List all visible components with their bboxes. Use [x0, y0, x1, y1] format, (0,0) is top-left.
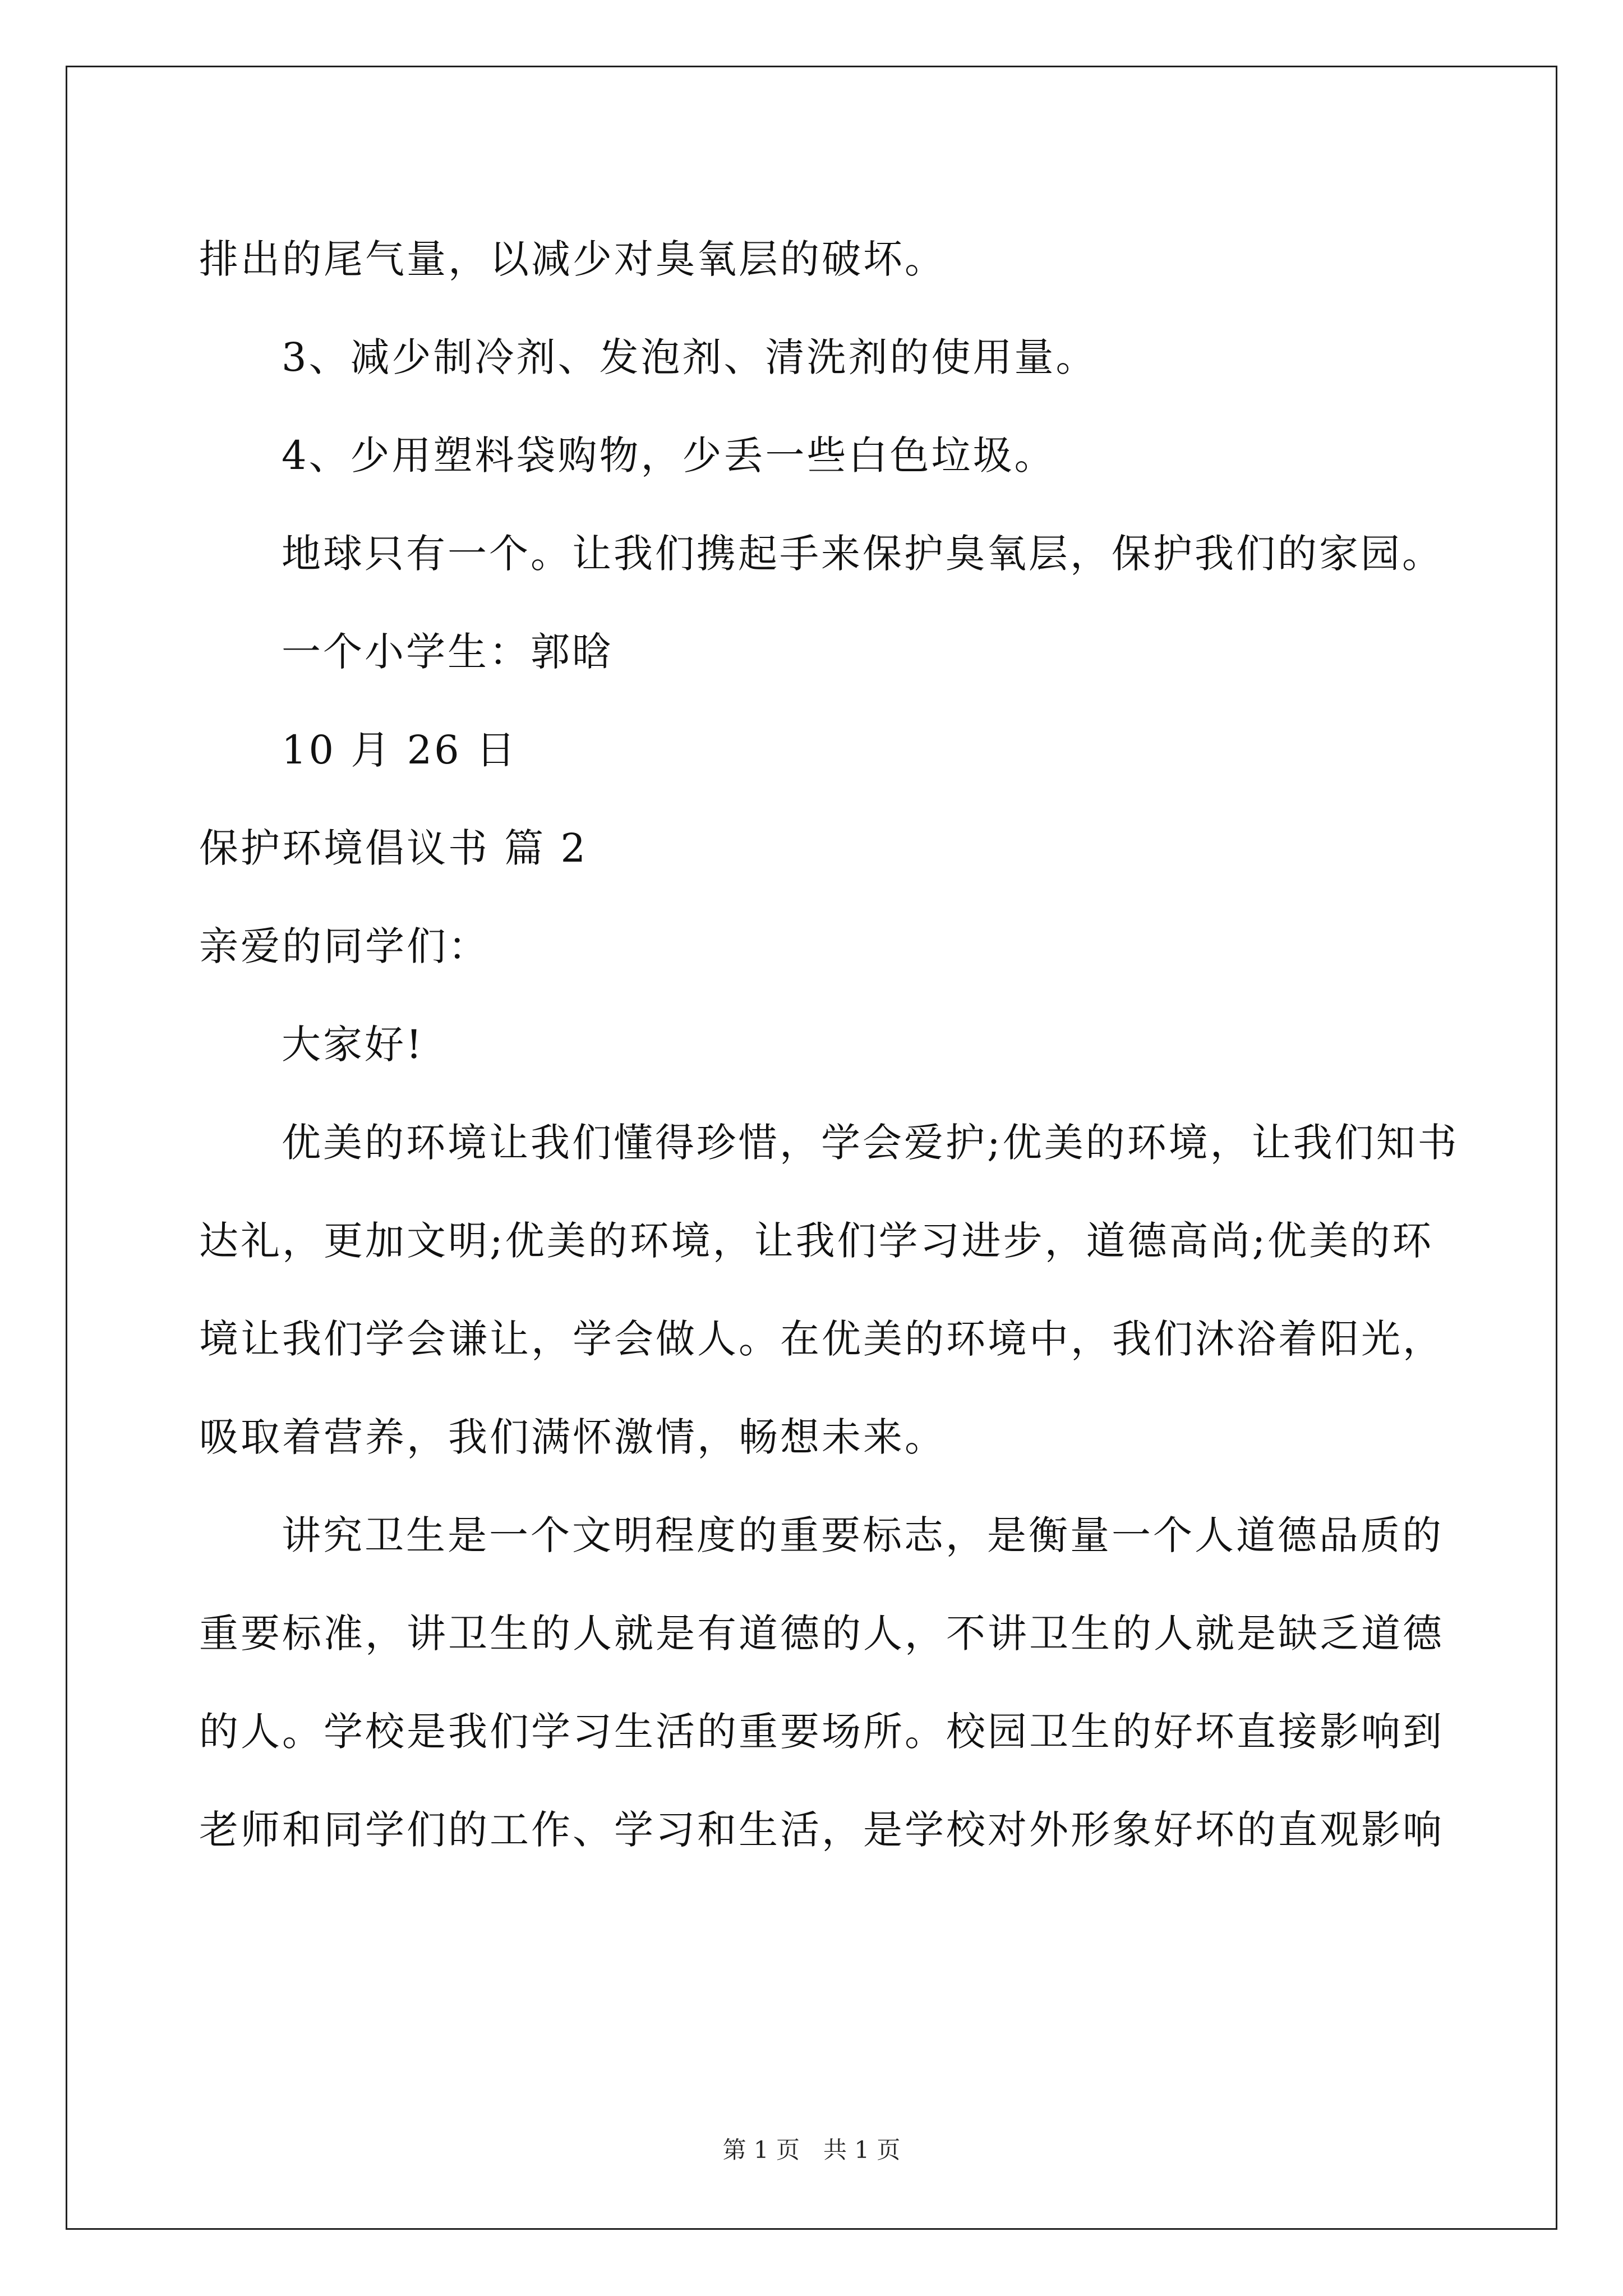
greeting: 大家好! [282, 1022, 425, 1068]
salutation: 亲爱的同学们： [199, 923, 490, 969]
text-line-3: 4、少用塑料袋购物，少丢一些白色垃圾。 [282, 432, 1056, 478]
signature-line: 一个小学生：郭晗 [282, 629, 614, 675]
paragraph-1-line-2: 达礼，更加文明;优美的环境，让我们学习进步，道德高尚;优美的环 [199, 1218, 1434, 1264]
page-footer: 第 1 页 共 1 页 [722, 2136, 901, 2164]
paragraph-2-line-3: 的人。学校是我们学习生活的重要场所。校园卫生的好坏直接影响到 [199, 1709, 1444, 1755]
paragraph-2-line-1: 讲究卫生是一个文明程度的重要标志，是衡量一个人道德品质的 [282, 1512, 1444, 1558]
paragraph-2-line-4: 老师和同学们的工作、学习和生活，是学校对外形象好坏的直观影响 [199, 1807, 1444, 1853]
document-body [199, 210, 1459, 1879]
text-line-1: 排出的尾气量，以减少对臭氧层的破坏。 [199, 236, 946, 282]
date-line: 10 月 26 日 [282, 727, 518, 773]
paragraph-1-line-4: 吸取着营养，我们满怀激情，畅想未来。 [199, 1414, 946, 1460]
section-heading: 保护环境倡议书 篇 2 [199, 825, 588, 871]
paragraph-1-line-1: 优美的环境让我们懂得珍惜，学会爱护;优美的环境，让我们知书 [282, 1120, 1459, 1166]
text-line-4: 地球只有一个。让我们携起手来保护臭氧层，保护我们的家园。 [282, 531, 1444, 577]
text-line-2: 3、减少制冷剂、发泡剂、清洗剂的使用量。 [282, 334, 1098, 380]
paragraph-1-line-3: 境让我们学会谦让，学会做人。在优美的环境中，我们沐浴着阳光， [199, 1316, 1444, 1362]
paragraph-2-line-2: 重要标准，讲卫生的人就是有道德的人，不讲卫生的人就是缺乏道德 [199, 1611, 1444, 1657]
